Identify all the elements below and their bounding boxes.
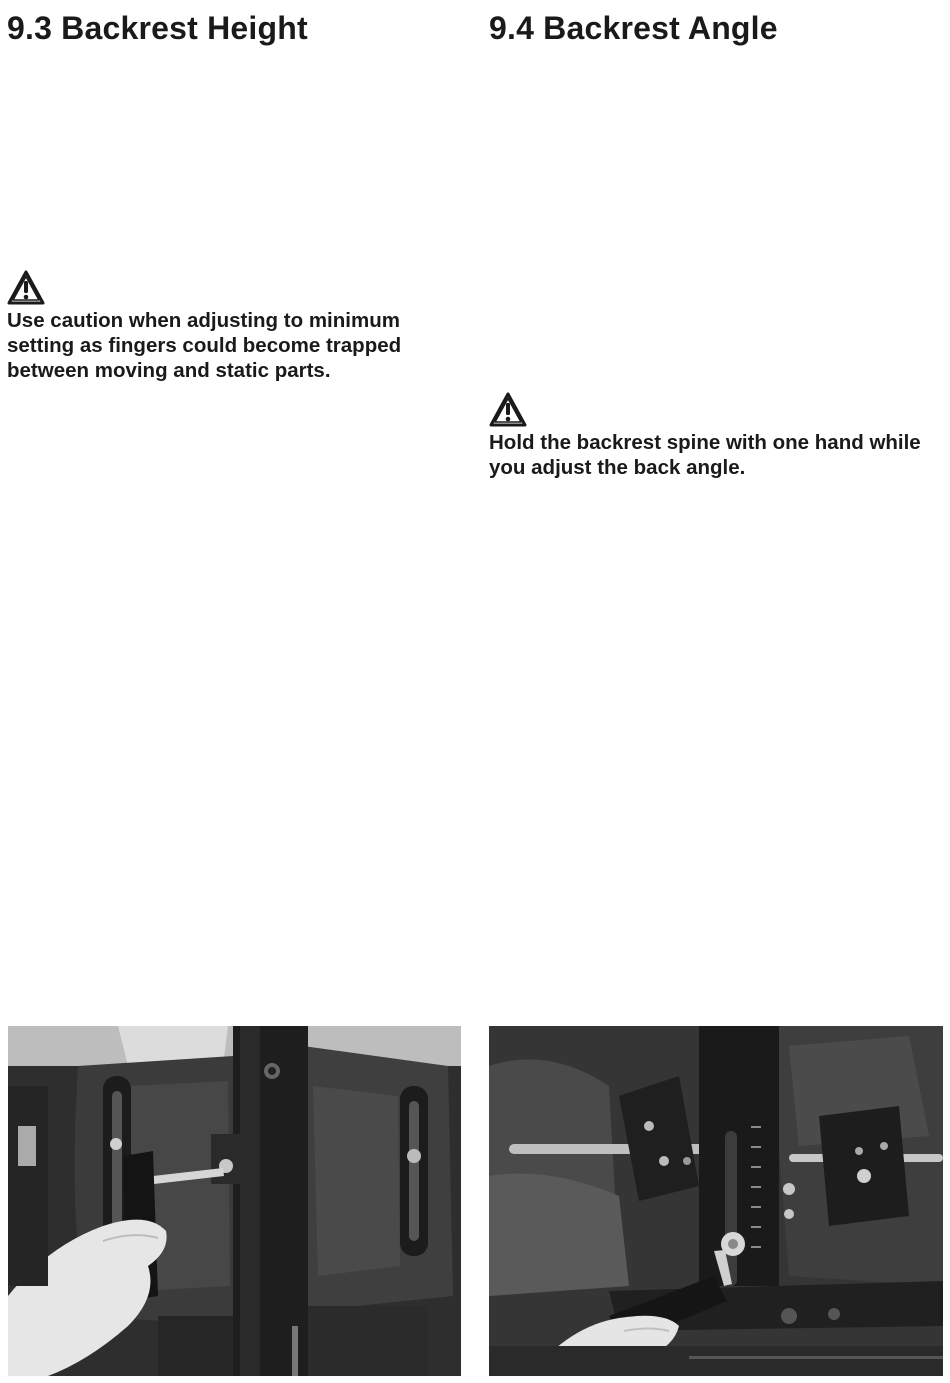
photo-backrest-angle-adjustment	[489, 1026, 943, 1376]
warning-triangle-icon	[489, 392, 527, 428]
section-title-backrest-angle: 9.4 Backrest Angle	[489, 10, 778, 46]
warning-text: Hold the backrest spine with one hand while you adjust the back angle.	[489, 431, 921, 479]
warning-backrest-height	[7, 270, 452, 383]
warning-backrest-angle	[489, 392, 939, 480]
warning-triangle-icon	[7, 270, 45, 306]
section-title-backrest-height: 9.3 Backrest Height	[7, 10, 308, 46]
warning-text: Use caution when adjusting to minimum setting as fingers could become trapped between moving and static parts.	[7, 309, 402, 382]
photo-backrest-height-adjustment	[8, 1026, 461, 1376]
